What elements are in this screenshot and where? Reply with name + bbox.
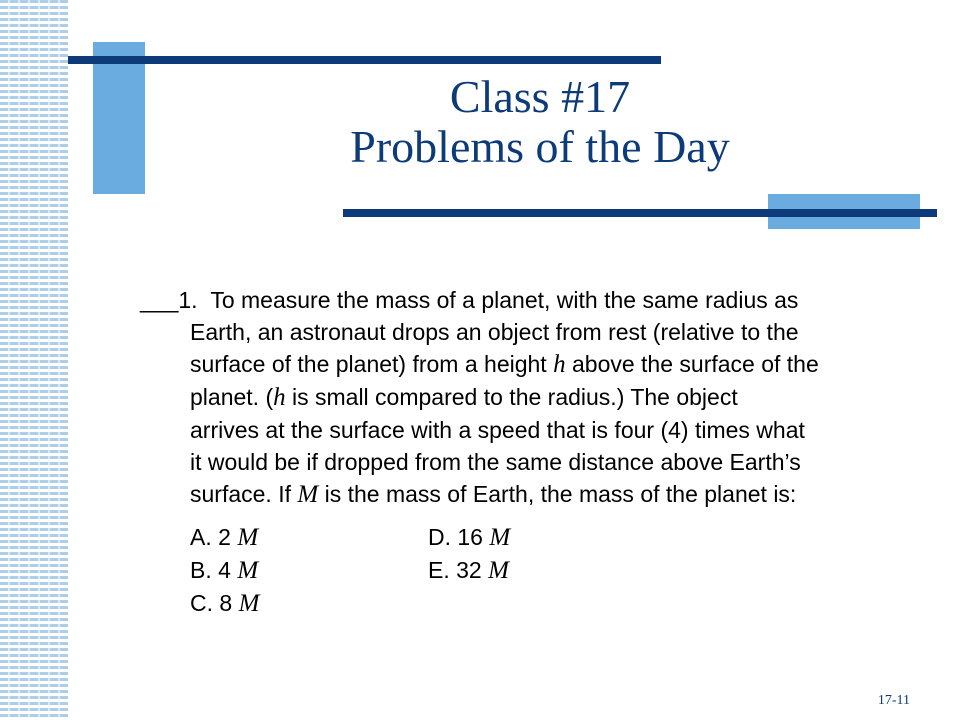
choice-c bbox=[190, 587, 428, 620]
problem-line-2: Earth, an astronaut drops an object from rest (relative to the bbox=[190, 319, 799, 345]
problem-text-part: surface. If bbox=[190, 481, 291, 507]
problem-text-part: planet. ( bbox=[190, 384, 274, 410]
slide-number: 17-11 bbox=[877, 693, 910, 708]
slide-title bbox=[260, 72, 820, 172]
variable-h: h bbox=[273, 384, 286, 411]
decorative-line-top bbox=[68, 56, 661, 64]
variable-M: M bbox=[238, 590, 260, 617]
title-line-1: Class #17 bbox=[449, 71, 631, 122]
variable-M: M bbox=[237, 557, 259, 584]
problem-line-7 bbox=[140, 478, 900, 511]
decorative-stripes bbox=[0, 0, 68, 720]
problem-line-3 bbox=[140, 348, 900, 381]
problem-text-part: surface of the planet) from a height bbox=[190, 351, 547, 377]
variable-M: M bbox=[489, 524, 511, 551]
choice-label: C. 8 bbox=[190, 590, 233, 616]
problem-line-4 bbox=[140, 381, 900, 414]
choice-a bbox=[190, 521, 428, 554]
problem-text bbox=[140, 284, 900, 511]
problem-number: ___1. bbox=[140, 287, 198, 313]
variable-M: M bbox=[488, 557, 509, 584]
variable-M: M bbox=[237, 524, 259, 551]
problem-line-1 bbox=[140, 284, 900, 316]
choice-label: A. 2 bbox=[190, 524, 231, 550]
choice-label: D. 16 bbox=[428, 524, 483, 550]
decorative-line-bottom bbox=[343, 209, 937, 217]
problem-text-part: is the mass of Earth, the mass of the planet is: bbox=[324, 481, 797, 507]
variable-h: h bbox=[553, 351, 566, 378]
problem-line-6: it would be if dropped from the same distance above Earth’s bbox=[190, 449, 801, 475]
problem-text-part: is small compared to the radius.) The object bbox=[292, 384, 738, 410]
problem-text-part: above the surface of the bbox=[571, 351, 819, 377]
problem-text-part: To measure the mass of a planet, with the same radius as bbox=[210, 287, 799, 313]
choice-d bbox=[428, 521, 628, 554]
decorative-block-left bbox=[93, 42, 145, 194]
problem-line-5: arrives at the surface with a speed that is four (4) times what bbox=[190, 417, 805, 443]
title-line-2: Problems of the Day bbox=[350, 121, 730, 172]
choice-label: E. 32 bbox=[428, 557, 482, 583]
choice-label: B. 4 bbox=[190, 557, 231, 583]
choice-b bbox=[190, 554, 428, 587]
variable-M: M bbox=[297, 481, 319, 508]
choice-e bbox=[428, 554, 628, 587]
answer-choices bbox=[190, 521, 628, 620]
